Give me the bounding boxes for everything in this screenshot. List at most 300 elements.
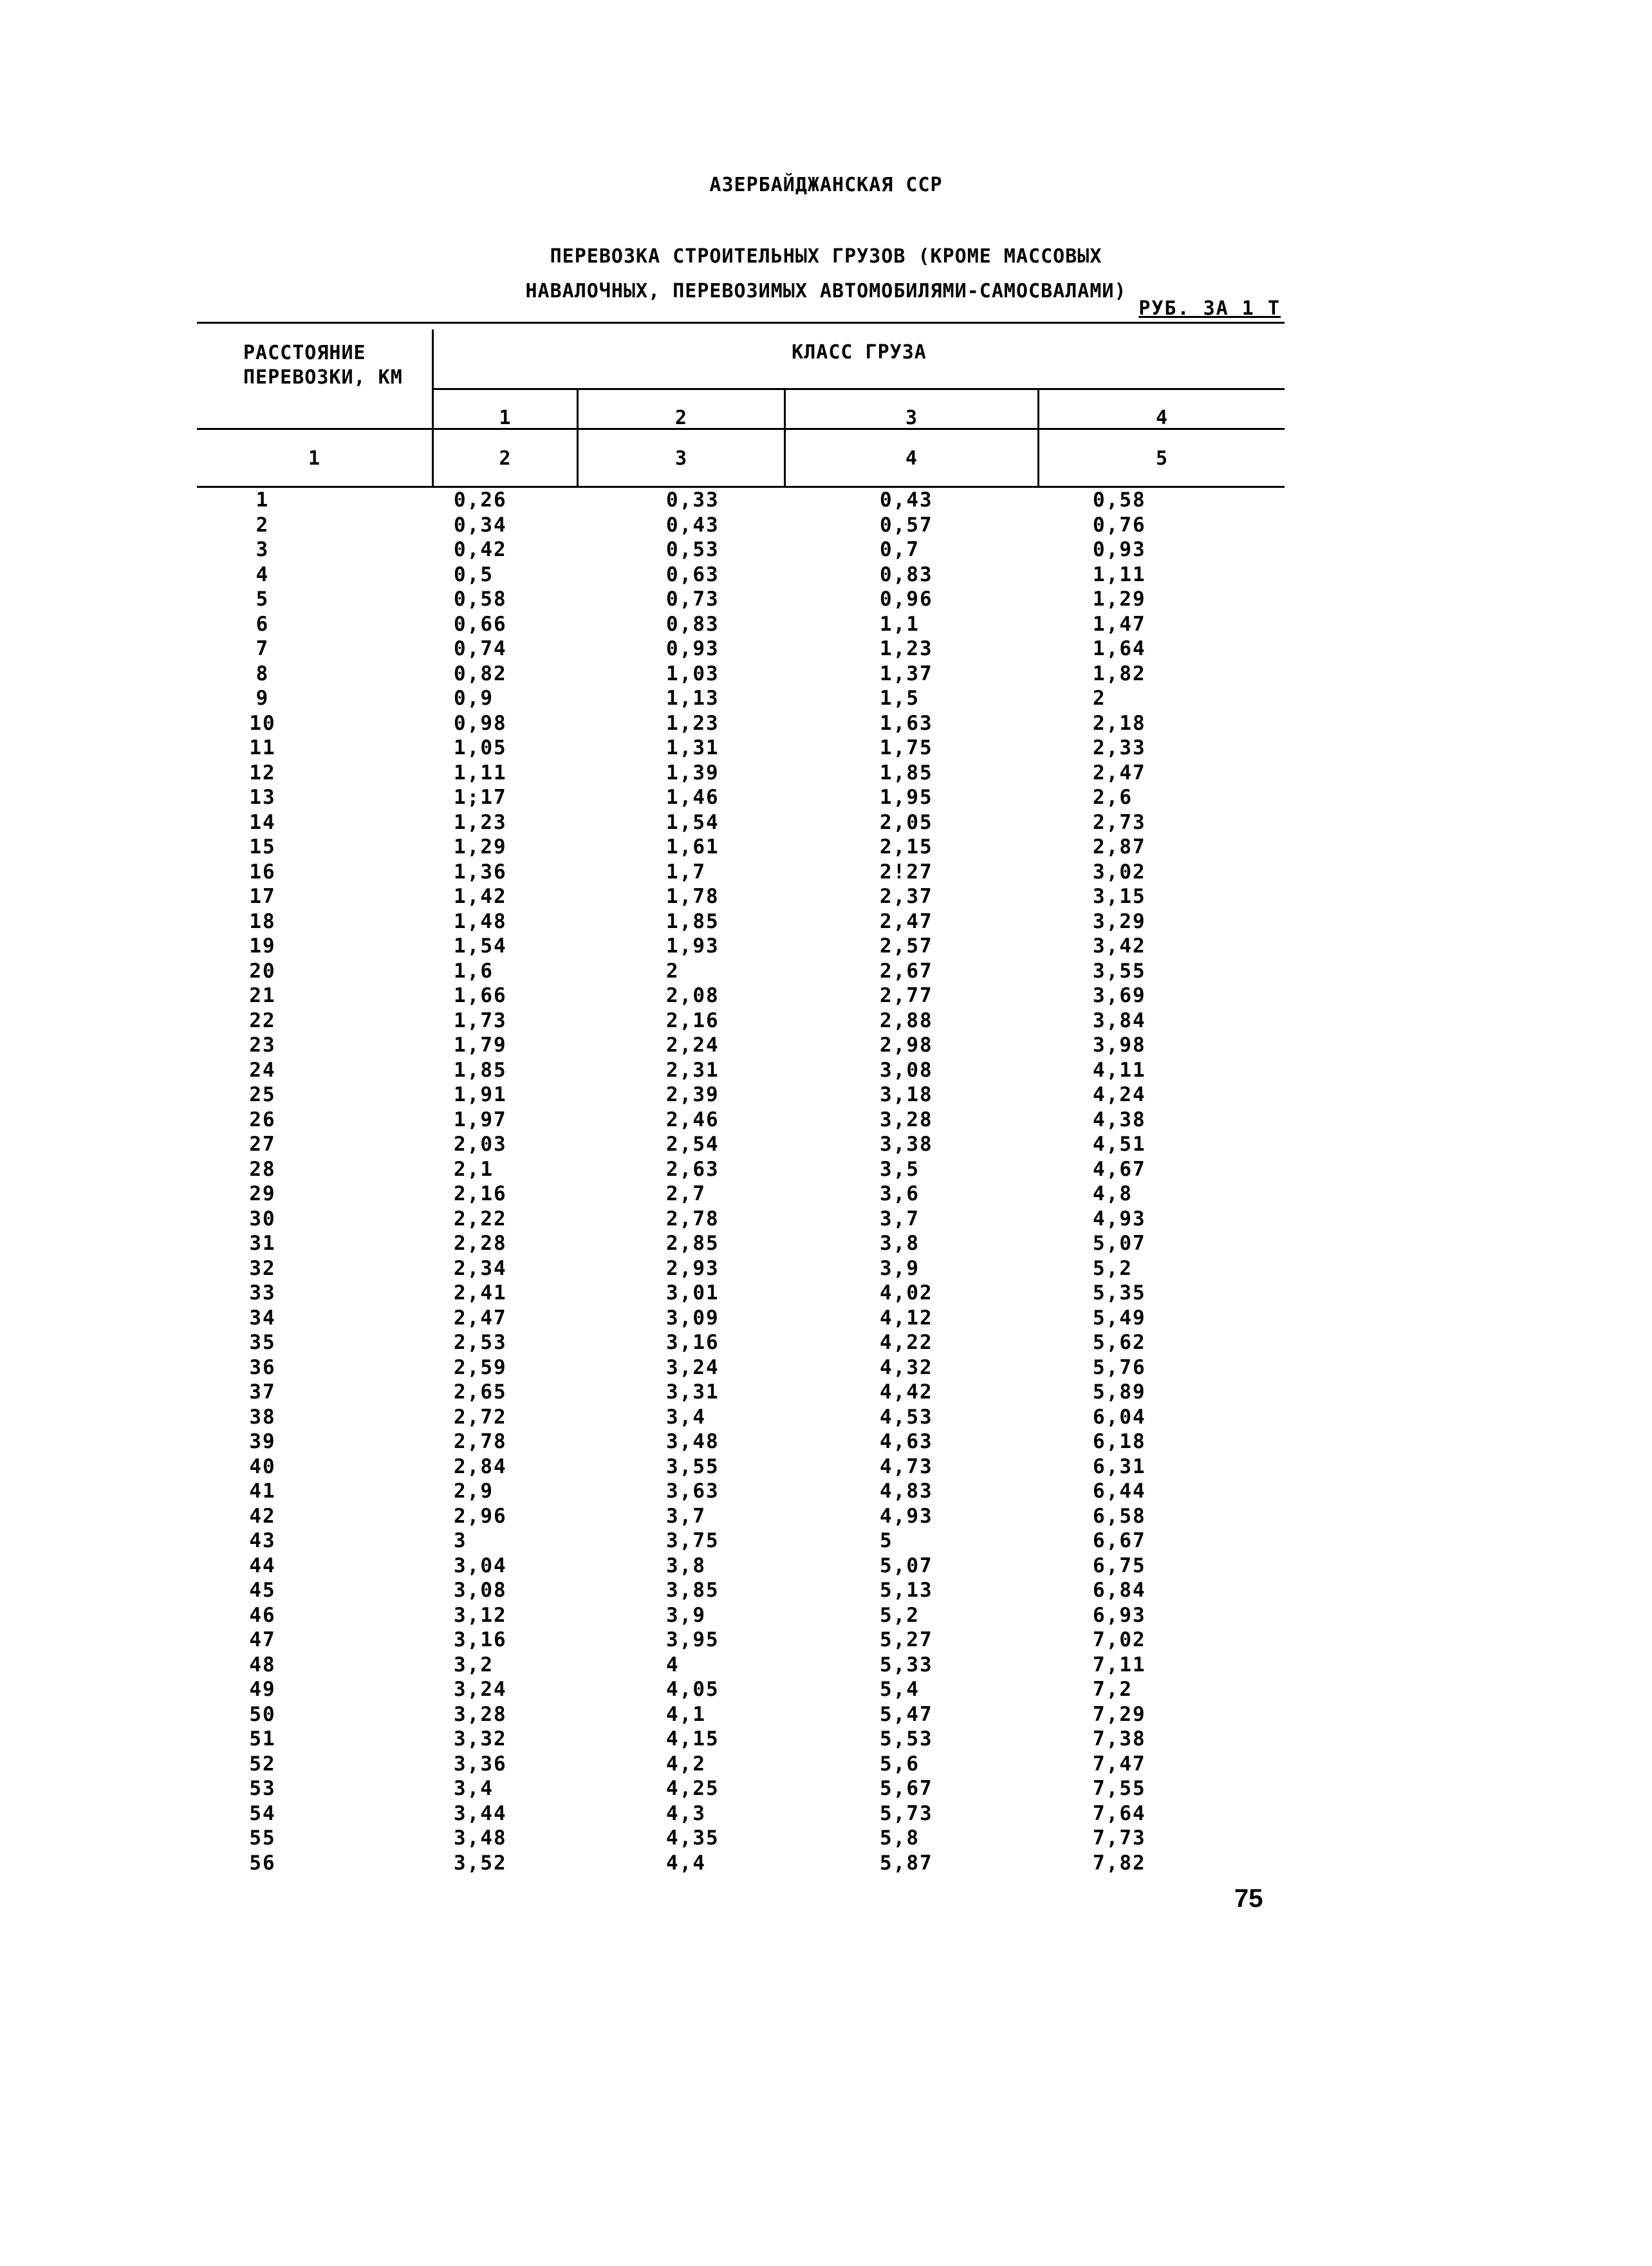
class-3-rate-cell: 1,95 — [880, 786, 933, 809]
distance-cell: 19 — [249, 934, 276, 958]
class-3-rate-cell: 4,22 — [880, 1331, 933, 1354]
class-1-rate-cell: 2,9 — [454, 1480, 494, 1503]
class-3-rate-cell: 0,43 — [880, 488, 933, 512]
class-2-rate-cell: 2,93 — [666, 1256, 719, 1280]
distance-cell: 12 — [249, 761, 276, 785]
class-2-rate-cell: 4,4 — [666, 1851, 706, 1875]
distance-cell: 24 — [249, 1058, 276, 1082]
class-2-rate-cell: 4,3 — [666, 1801, 706, 1825]
class-1-rate-cell: 1,66 — [454, 984, 507, 1007]
class-column-4-header: 4 — [1155, 407, 1169, 429]
unit-note: РУБ. ЗА 1 Т — [1138, 297, 1281, 320]
table-row — [0, 1380, 1652, 1405]
class-2-rate-cell: 2,08 — [666, 984, 719, 1007]
distance-cell: 35 — [249, 1331, 276, 1354]
class-2-rate-cell: 2,7 — [666, 1182, 706, 1205]
class-4-rate-cell: 6,84 — [1093, 1579, 1146, 1602]
class-3-rate-cell: 5,67 — [880, 1777, 933, 1800]
table-row — [0, 934, 1652, 959]
table-row — [0, 612, 1652, 637]
class-3-rate-cell: 5,07 — [880, 1554, 933, 1577]
class-1-rate-cell: 3,28 — [454, 1702, 507, 1726]
distance-cell: 29 — [249, 1182, 276, 1205]
class-1-rate-cell: 3,08 — [454, 1579, 507, 1602]
distance-cell: 26 — [249, 1108, 276, 1131]
distance-cell: 48 — [249, 1653, 276, 1676]
table-row — [0, 562, 1652, 588]
class-1-rate-cell: 3,12 — [454, 1603, 507, 1627]
class-3-rate-cell: 5,2 — [880, 1603, 920, 1627]
class-2-rate-cell: 0,53 — [666, 538, 719, 561]
class-1-rate-cell: 3,44 — [454, 1801, 507, 1825]
class-3-rate-cell: 4,32 — [880, 1355, 933, 1379]
table-row — [0, 1801, 1652, 1826]
table-row — [0, 1479, 1652, 1504]
distance-cell: 9 — [255, 687, 270, 710]
table-row — [0, 1578, 1652, 1603]
class-2-rate-cell: 3,85 — [666, 1579, 719, 1602]
class-1-rate-cell: 0,42 — [454, 538, 507, 561]
class-1-rate-cell: 1,29 — [454, 835, 507, 859]
class-4-rate-cell: 2,87 — [1093, 835, 1146, 859]
class-1-rate-cell: 2,59 — [454, 1355, 507, 1379]
distance-cell: 50 — [249, 1702, 276, 1726]
class-3-rate-cell: 3,28 — [880, 1108, 933, 1131]
class-1-rate-cell: 1,97 — [454, 1108, 507, 1131]
class-3-rate-cell: 5 — [880, 1529, 893, 1552]
class-1-rate-cell: 2,16 — [454, 1182, 507, 1205]
class-3-rate-cell: 4,53 — [880, 1405, 933, 1429]
class-3-rate-cell: 0,96 — [880, 588, 933, 611]
table-row — [0, 1132, 1652, 1157]
distance-cell: 10 — [249, 711, 276, 735]
table-row — [0, 1554, 1652, 1579]
distance-cell: 32 — [249, 1256, 276, 1280]
class-2-rate-cell: 2,16 — [666, 1008, 719, 1032]
table-row — [0, 1355, 1652, 1380]
class-1-rate-cell: 1,6 — [454, 959, 494, 983]
class-4-rate-cell: 3,42 — [1093, 934, 1146, 958]
class-1-rate-cell: 2,65 — [454, 1380, 507, 1404]
class-4-rate-cell: 7,73 — [1093, 1826, 1146, 1850]
class-4-rate-cell: 3,29 — [1093, 909, 1146, 933]
class-3-rate-cell: 5,33 — [880, 1653, 933, 1676]
class-column-divider-2 — [784, 388, 786, 488]
class-3-rate-cell: 3,38 — [880, 1133, 933, 1156]
class-1-rate-cell: 0,74 — [454, 637, 507, 660]
class-2-rate-cell: 1,23 — [666, 711, 719, 735]
class-1-rate-cell: 1,79 — [454, 1034, 507, 1057]
class-3-rate-cell: 3,5 — [880, 1157, 920, 1181]
class-4-rate-cell: 7,82 — [1093, 1851, 1146, 1875]
table-row — [0, 909, 1652, 934]
class-3-rate-cell: 5,73 — [880, 1801, 933, 1825]
class-2-rate-cell: 1,7 — [666, 860, 706, 884]
class-4-rate-cell: 3,69 — [1093, 984, 1146, 1007]
table-row — [0, 1603, 1652, 1628]
class-2-rate-cell: 4,2 — [666, 1752, 706, 1776]
table-row — [0, 959, 1652, 984]
class-2-rate-cell: 2,39 — [666, 1083, 719, 1106]
distance-cell: 45 — [249, 1579, 276, 1602]
table-row — [0, 1702, 1652, 1727]
class-4-rate-cell: 4,67 — [1093, 1157, 1146, 1181]
class-column-2-header: 2 — [674, 407, 688, 429]
class-4-rate-cell: 2 — [1093, 687, 1106, 710]
distance-cell: 20 — [249, 959, 276, 983]
class-2-rate-cell: 3,4 — [666, 1405, 706, 1429]
class-4-rate-cell: 1,29 — [1093, 588, 1146, 611]
class-3-rate-cell: 5,47 — [880, 1702, 933, 1726]
class-1-rate-cell: 2,78 — [454, 1430, 507, 1453]
class-1-rate-cell: 2,34 — [454, 1256, 507, 1280]
class-2-rate-cell: 3,31 — [666, 1380, 719, 1404]
class-1-rate-cell: 1,54 — [454, 934, 507, 958]
table-row — [0, 761, 1652, 786]
class-4-rate-cell: 1,64 — [1093, 637, 1146, 660]
class-2-rate-cell: 4,15 — [666, 1727, 719, 1751]
distance-cell: 3 — [255, 538, 270, 561]
class-3-rate-cell: 2,15 — [880, 835, 933, 859]
class-2-rate-cell: 3,95 — [666, 1628, 719, 1651]
class-3-rate-cell: 4,12 — [880, 1306, 933, 1330]
distance-cell: 23 — [249, 1034, 276, 1057]
class-3-rate-cell: 0,57 — [880, 513, 933, 537]
class-2-rate-cell: 1,93 — [666, 934, 719, 958]
distance-cell: 54 — [249, 1801, 276, 1825]
table-row — [0, 686, 1652, 711]
class-4-rate-cell: 0,76 — [1093, 513, 1146, 537]
document-title — [0, 239, 1652, 309]
class-4-rate-cell: 6,67 — [1093, 1529, 1146, 1552]
class-3-rate-cell: 2,37 — [880, 885, 933, 908]
column-number-4: 4 — [905, 447, 918, 470]
table-row — [0, 1504, 1652, 1529]
table-row — [0, 1058, 1652, 1083]
class-3-rate-cell: 2,98 — [880, 1034, 933, 1057]
table-row — [0, 1851, 1652, 1876]
table-row — [0, 1454, 1652, 1480]
distance-cell: 4 — [255, 562, 270, 586]
class-2-rate-cell: 3,75 — [666, 1529, 719, 1552]
class-4-rate-cell: 7,47 — [1093, 1752, 1146, 1776]
distance-cell: 52 — [249, 1752, 276, 1776]
class-2-rate-cell: 2,54 — [666, 1133, 719, 1156]
class-1-rate-cell: 2,47 — [454, 1306, 507, 1330]
table-row — [0, 1776, 1652, 1801]
table-row — [0, 1256, 1652, 1281]
column-number-1: 1 — [308, 447, 321, 470]
class-1-rate-cell: 0,66 — [454, 612, 507, 636]
class-4-rate-cell: 3,02 — [1093, 860, 1146, 884]
class-3-rate-cell: 2,57 — [880, 934, 933, 958]
table-row — [0, 537, 1652, 562]
distance-cell: 7 — [255, 637, 270, 660]
class-4-rate-cell: 7,11 — [1093, 1653, 1146, 1676]
class-column-1-header: 1 — [499, 407, 512, 429]
class-4-rate-cell: 7,29 — [1093, 1702, 1146, 1726]
class-3-rate-cell: 2,67 — [880, 959, 933, 983]
class-4-rate-cell: 7,55 — [1093, 1777, 1146, 1800]
class-4-rate-cell: 2,73 — [1093, 810, 1146, 834]
class-2-rate-cell: 3,7 — [666, 1504, 706, 1528]
distance-cell: 51 — [249, 1727, 276, 1751]
class-4-rate-cell: 5,49 — [1093, 1306, 1146, 1330]
distance-cell: 1 — [255, 488, 270, 512]
class-2-rate-cell: 3,09 — [666, 1306, 719, 1330]
class-3-rate-cell: 5,4 — [880, 1678, 920, 1701]
class-3-rate-cell: 3,18 — [880, 1083, 933, 1106]
class-1-rate-cell: 2,28 — [454, 1232, 507, 1255]
table-row — [0, 1207, 1652, 1232]
distance-cell: 18 — [249, 909, 276, 933]
class-2-rate-cell: 2,31 — [666, 1058, 719, 1082]
class-1-rate-cell: 3,16 — [454, 1628, 507, 1651]
table-row — [0, 1157, 1652, 1182]
class-3-rate-cell: 4,93 — [880, 1504, 933, 1528]
distance-cell: 43 — [249, 1529, 276, 1552]
class-4-rate-cell: 5,89 — [1093, 1380, 1146, 1404]
class-4-rate-cell: 4,11 — [1093, 1058, 1146, 1082]
class-2-rate-cell: 4 — [666, 1653, 680, 1676]
class-4-rate-cell: 3,55 — [1093, 959, 1146, 983]
class-1-rate-cell: 3,48 — [454, 1826, 507, 1850]
class-3-rate-cell: 5,27 — [880, 1628, 933, 1651]
class-2-rate-cell: 2,78 — [666, 1207, 719, 1231]
class-1-rate-cell: 0,5 — [454, 562, 494, 586]
class-4-rate-cell: 2,18 — [1093, 711, 1146, 735]
class-1-rate-cell: 1,42 — [454, 885, 507, 908]
class-4-rate-cell: 0,58 — [1093, 488, 1146, 512]
class-2-rate-cell: 2 — [666, 959, 680, 983]
class-4-rate-cell: 4,51 — [1093, 1133, 1146, 1156]
class-1-rate-cell: 3,2 — [454, 1653, 494, 1676]
class-1-rate-cell: 1,91 — [454, 1083, 507, 1106]
table-row — [0, 636, 1652, 662]
table-row — [0, 1231, 1652, 1256]
class-1-rate-cell: 3,04 — [454, 1554, 507, 1577]
distance-cell: 40 — [249, 1454, 276, 1478]
class-4-rate-cell: 6,75 — [1093, 1554, 1146, 1577]
class-1-rate-cell: 0,34 — [454, 513, 507, 537]
table-body — [0, 488, 1652, 1875]
class-3-rate-cell: 5,13 — [880, 1579, 933, 1602]
class-1-rate-cell: 0,9 — [454, 687, 494, 710]
class-1-rate-cell: 3,24 — [454, 1678, 507, 1701]
class-2-rate-cell: 1,13 — [666, 687, 719, 710]
class-2-rate-cell: 0,63 — [666, 562, 719, 586]
table-top-rule — [197, 322, 1285, 324]
class-4-rate-cell: 3,98 — [1093, 1034, 1146, 1057]
class-1-rate-cell: 2,1 — [454, 1157, 494, 1181]
class-4-rate-cell: 4,24 — [1093, 1083, 1146, 1106]
table-row — [0, 1108, 1652, 1133]
class-4-rate-cell: 1,11 — [1093, 562, 1146, 586]
class-1-rate-cell: 1;17 — [454, 786, 507, 809]
table-row — [0, 1033, 1652, 1058]
class-2-rate-cell: 4,1 — [666, 1702, 706, 1726]
table-row — [0, 860, 1652, 885]
class-1-rate-cell: 1,85 — [454, 1058, 507, 1082]
class-1-rate-cell: 3,4 — [454, 1777, 494, 1800]
class-3-rate-cell: 2,47 — [880, 909, 933, 933]
distance-cell: 49 — [249, 1678, 276, 1701]
table-row — [0, 1628, 1652, 1653]
class-4-rate-cell: 1,82 — [1093, 662, 1146, 685]
distance-cell: 2 — [255, 513, 270, 537]
class-4-rate-cell: 5,62 — [1093, 1331, 1146, 1354]
class-2-rate-cell: 3,8 — [666, 1554, 706, 1577]
class-3-rate-cell: 1,85 — [880, 761, 933, 785]
distance-cell: 14 — [249, 810, 276, 834]
class-2-rate-cell: 3,9 — [666, 1603, 706, 1627]
class-2-rate-cell: 3,01 — [666, 1281, 719, 1305]
class-2-rate-cell: 1,78 — [666, 885, 719, 908]
class-4-rate-cell: 6,18 — [1093, 1430, 1146, 1453]
table-row — [0, 884, 1652, 909]
distance-cell: 47 — [249, 1628, 276, 1651]
class-3-rate-cell: 5,53 — [880, 1727, 933, 1751]
class-2-rate-cell: 0,33 — [666, 488, 719, 512]
class-4-rate-cell: 6,93 — [1093, 1603, 1146, 1627]
column-number-2: 2 — [499, 447, 512, 470]
distance-header — [243, 341, 403, 390]
distance-cell: 42 — [249, 1504, 276, 1528]
table-row — [0, 1182, 1652, 1207]
class-1-rate-cell: 1,36 — [454, 860, 507, 884]
class-3-rate-cell: 4,02 — [880, 1281, 933, 1305]
class-4-rate-cell: 6,44 — [1093, 1480, 1146, 1503]
class-1-rate-cell: 0,58 — [454, 588, 507, 611]
class-2-rate-cell: 3,24 — [666, 1355, 719, 1379]
class-1-rate-cell: 1,23 — [454, 810, 507, 834]
table-row — [0, 1429, 1652, 1454]
class-2-rate-cell: 0,83 — [666, 612, 719, 636]
class-header: КЛАСС ГРУЗА — [792, 341, 927, 364]
class-3-rate-cell: 4,63 — [880, 1430, 933, 1453]
class-2-rate-cell: 0,43 — [666, 513, 719, 537]
class-2-rate-cell: 2,46 — [666, 1108, 719, 1131]
class-3-rate-cell: 1,75 — [880, 736, 933, 759]
class-4-rate-cell: 5,76 — [1093, 1355, 1146, 1379]
table-row — [0, 1653, 1652, 1678]
class-4-rate-cell: 4,93 — [1093, 1207, 1146, 1231]
class-3-rate-cell: 1,5 — [880, 687, 920, 710]
class-1-rate-cell: 3,36 — [454, 1752, 507, 1776]
class-2-rate-cell: 1,39 — [666, 761, 719, 785]
class-2-rate-cell: 1,61 — [666, 835, 719, 859]
class-2-rate-cell: 1,46 — [666, 786, 719, 809]
class-2-rate-cell: 3,48 — [666, 1430, 719, 1453]
class-1-rate-cell: 2,41 — [454, 1281, 507, 1305]
class-2-rate-cell: 2,63 — [666, 1157, 719, 1181]
class-3-rate-cell: 4,42 — [880, 1380, 933, 1404]
distance-cell: 8 — [255, 662, 270, 685]
region-title: АЗЕРБАЙДЖАНСКАЯ ССР — [709, 174, 943, 196]
class-1-rate-cell: 2,96 — [454, 1504, 507, 1528]
class-1-rate-cell: 0,98 — [454, 711, 507, 735]
document-title-line-2: НАВАЛОЧНЫХ, ПЕРЕВОЗИМЫХ АВТОМОБИЛЯМИ-САМОСВАЛАМИ) — [525, 280, 1127, 302]
class-4-rate-cell: 3,15 — [1093, 885, 1146, 908]
class-4-rate-cell: 6,31 — [1093, 1454, 1146, 1478]
class-column-3-header: 3 — [905, 407, 918, 429]
class-3-rate-cell: 2,88 — [880, 1008, 933, 1032]
distance-cell: 17 — [249, 885, 276, 908]
distance-cell: 39 — [249, 1430, 276, 1453]
table-row — [0, 1008, 1652, 1034]
class-4-rate-cell: 4,38 — [1093, 1108, 1146, 1131]
class-1-rate-cell: 1,48 — [454, 909, 507, 933]
distance-cell: 25 — [249, 1083, 276, 1106]
distance-header-line-1: РАССТОЯНИЕ — [243, 342, 366, 364]
class-3-rate-cell: 3,6 — [880, 1182, 920, 1205]
class-3-rate-cell: 5,6 — [880, 1752, 920, 1776]
table-row — [0, 1405, 1652, 1430]
class-2-rate-cell: 3,63 — [666, 1480, 719, 1503]
class-4-rate-cell: 6,04 — [1093, 1405, 1146, 1429]
class-1-rate-cell: 2,53 — [454, 1331, 507, 1354]
class-column-divider-3 — [1037, 388, 1039, 488]
class-3-rate-cell: 3,7 — [880, 1207, 920, 1231]
class-2-rate-cell: 1,31 — [666, 736, 719, 759]
class-subheader-rule — [433, 388, 1285, 390]
table-row — [0, 1528, 1652, 1554]
class-4-rate-cell: 7,64 — [1093, 1801, 1146, 1825]
distance-header-line-2: ПЕРЕВОЗКИ, КМ — [243, 366, 403, 389]
distance-cell: 28 — [249, 1157, 276, 1181]
class-4-rate-cell: 1,47 — [1093, 612, 1146, 636]
class-3-rate-cell: 1,37 — [880, 662, 933, 685]
class-4-rate-cell: 3,84 — [1093, 1008, 1146, 1032]
class-4-rate-cell: 4,8 — [1093, 1182, 1133, 1205]
class-4-rate-cell: 0,93 — [1093, 538, 1146, 561]
class-3-rate-cell: 2!27 — [880, 860, 933, 884]
table-row — [0, 513, 1652, 538]
table-row — [0, 1727, 1652, 1752]
table-row — [0, 587, 1652, 612]
class-1-rate-cell: 0,82 — [454, 662, 507, 685]
class-3-rate-cell: 4,73 — [880, 1454, 933, 1478]
distance-cell: 38 — [249, 1405, 276, 1429]
class-2-rate-cell: 1,54 — [666, 810, 719, 834]
distance-cell: 11 — [249, 736, 276, 759]
table-row — [0, 736, 1652, 761]
class-2-rate-cell: 2,24 — [666, 1034, 719, 1057]
distance-cell: 15 — [249, 835, 276, 859]
class-4-rate-cell: 5,35 — [1093, 1281, 1146, 1305]
table-row — [0, 1306, 1652, 1331]
table-row — [0, 1082, 1652, 1108]
distance-cell: 33 — [249, 1281, 276, 1305]
class-3-rate-cell: 5,87 — [880, 1851, 933, 1875]
class-3-rate-cell: 4,83 — [880, 1480, 933, 1503]
class-4-rate-cell: 2,6 — [1093, 786, 1133, 809]
table-row — [0, 983, 1652, 1008]
class-1-rate-cell: 3,52 — [454, 1851, 507, 1875]
table-row — [0, 1752, 1652, 1777]
distance-cell: 27 — [249, 1133, 276, 1156]
class-1-rate-cell: 2,03 — [454, 1133, 507, 1156]
class-1-rate-cell: 3 — [454, 1529, 467, 1552]
class-2-rate-cell: 0,93 — [666, 637, 719, 660]
distance-cell: 44 — [249, 1554, 276, 1577]
distance-cell: 55 — [249, 1826, 276, 1850]
table-row — [0, 785, 1652, 810]
distance-cell: 5 — [255, 588, 270, 611]
column-number-5: 5 — [1155, 447, 1169, 470]
table-row — [0, 662, 1652, 687]
class-3-rate-cell: 3,08 — [880, 1058, 933, 1082]
